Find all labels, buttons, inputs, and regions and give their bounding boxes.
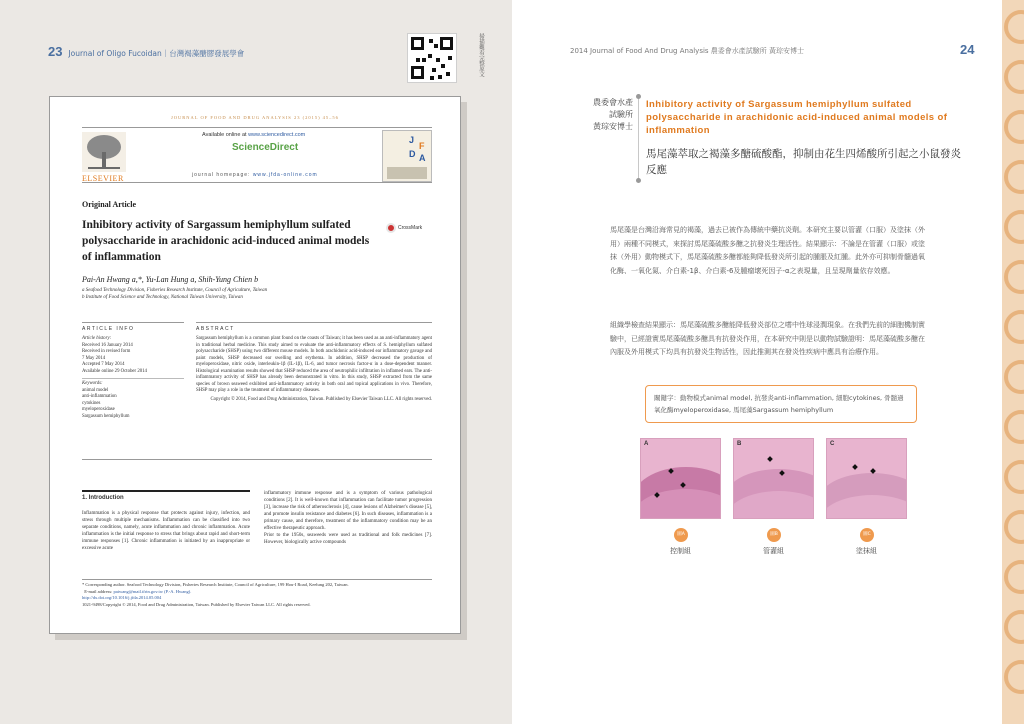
qr-code[interactable]	[407, 33, 457, 83]
abstract-copyright: Copyright © 2014, Food and Drug Administration, Taiwan. Published by Elsevier Taiwan LLC. All rights reserved.	[210, 396, 432, 402]
summary-paragraph-1: 馬尾藻是台灣沿海常見的褐藻，過去已被作為傳統中藥抗炎劑。本研究主要以管灌（口服）及塗抹（外用）兩種不同模式，來探討馬尾藻硫酸多醣之抗發炎生理活性。結果顯示：不論是在管灌（口服）或塗抹（外用）動物模式下，馬尾藻硫酸多醣都能夠降低發炎所引起的腫脹及紅腫。此外亦可抑制骨髓過氧化酶、一氧化氮、介白素-1β、介白素-6及腫瘤壞死因子-α之表現量，且呈現劑量依存效應。	[610, 226, 925, 275]
right-page-header: 2014 Journal of Food And Drug Analysis 農委會水產試驗所 黃琮安博士	[570, 47, 805, 55]
intro-column-2: inflammatory immune response and is a symptom of various pathological conditions [2]. It is well-known that inflammation can facilitate tumor progression [3], increase the risk of atherosclerosis [4], cause lesions of Alzheimer's disease [5], and promote insulin resistance and diabetes [6]. In such diseases, inflammation is a primary cause, and therefore, treatment of the inflammatory condition may be an effective therapeutic approach. Prior to the 1950s, seaweeds were used as traditional and folk medicines [7]. However, biologically active compounds	[264, 491, 432, 545]
article-title: Inhibitory activity of Sargassum hemiphyllum sulfated polysaccharide in arachidonic acid-induced animal models of inflammation	[82, 219, 370, 263]
summary-paragraph-2: 組織學檢查結果顯示：馬尾藻硫酸多醣能降低發炎部位之嗜中性球浸潤現象。在我們先前的細胞機制實驗中，已經證實馬尾藻硫酸多醣具有抗發炎作用，在本研究中則是以動物試驗證明：馬尾藻硫酸多醣在內服及外用模式下均具有抗發炎生物活性，因此推測其在發炎性疾病中應具有治療作用。	[610, 321, 925, 356]
elsevier-tree-icon	[82, 132, 126, 172]
histology-figure-c: C	[826, 438, 907, 519]
doi-link[interactable]: http://dx.doi.org/10.1016/j.jfda.2014.05.004	[82, 595, 162, 600]
abstract-text: Sargassum hemiphyllum is a common plant found on the coasts of Taiwan; it has been used as an anti-inflammatory agent in traditional herbal medicine. This study aimed to evaluate the anti-inflammatory effects of S. hemiphyllum sulfated polysaccharide (SHSP) using two different mouse models. In both arachidonic acid-induced ear inflammatory gavage and paint models, SHSP decreased ear swelling and erythema. In addition, SHSP decreased the production of myeloperoxidase, nitric oxide, interleukin-1β (IL-1β), IL-6, and tumor necrosis factor-α in a dose-dependent manner. Histological examination results showed that SHSP reduced the area of neutrophilic infiltration in inflamed ears. The anti-inflammatory activity of SHSP has already been demonstrated in vitro. In this study, SHSP extracted from the same species of brown seaweed exhibited anti-inflammatory activity in both oral and topical applications in vivo. Therefore, SHSP may play a role in the treatment of inflammatory diseases. Copyright © 2014, Food and Drug Administration, Taiwan. Published by Elsevier Taiwan LLC. All rights reserved.	[196, 336, 432, 402]
article-info-heading: ARTICLE INFO	[82, 322, 184, 332]
abstract-heading: ABSTRACT	[196, 322, 432, 332]
intro-column-1: 1. Introduction Inflammation is a physical response that protects against injury, infection, and stress through multiple mechanisms. Inflammation can be classified into two separate conditions, namely, acute inflammation and chronic inflammation. Acute inflammation is the initial response to stress that brings about rapid and short-term immune responses [1]. Chronic inflammation is initiated by an inappropriate or excessive acute	[82, 490, 250, 552]
elsevier-wordmark: ELSEVIER	[82, 174, 124, 183]
figure-caption-a: 控制組	[670, 547, 691, 555]
running-head: JOURNAL OF FOOD AND DRUG ANALYSIS 23 (2015) 45–56	[171, 115, 339, 120]
available-online: Available online at www.sciencedirect.com	[202, 132, 306, 138]
crossmark-icon	[386, 223, 396, 233]
divider-dot	[636, 94, 641, 99]
right-page-number: 24	[960, 42, 975, 57]
qr-finder	[411, 66, 424, 79]
left-page-number: 23	[48, 44, 63, 59]
left-page-header	[48, 44, 244, 59]
journal-homepage: journal homepage: www.jfda-online.com	[192, 172, 318, 178]
keywords-box: 關鍵字：動物模式animal model, 抗發炎anti-inflammation, 細胞cytokines, 骨髓過氧化酶myeloperoxidase, 馬尾藻Sargassum hemiphyllum	[645, 385, 917, 423]
article-page-image	[49, 96, 461, 634]
article-authors: Pai-An Hwang a,*, Yu-Lan Hung a, Shih-Yung Chien b	[82, 275, 259, 284]
figure-caption-c: 塗抹組	[856, 547, 877, 555]
histology-figure-a: A	[640, 438, 721, 519]
figure-badge-c: 圖C	[860, 528, 874, 542]
figure-badge-b: 圖B	[767, 528, 781, 542]
article-type: Original Article	[82, 200, 136, 209]
article-footnote: * Corresponding author. Seafood Technology Division, Fisheries Research Institute, Council of Agriculture, 199 Hou-I Road, Keelung 202, Taiwan. E-mail address: paiwang@mail.tfrin.gov.tw (P.-A. Hwang). http://dx.doi.org/10.1016/j.jfda.2014.05.004 1021-9498/Copyright © 2014, Food and Drug Administration, Taiwan. Published by Elsevier Taiwan LLC. All rights reserved.	[82, 579, 432, 608]
summary-author: 農委會水產 試驗所 黃琮安博士	[593, 98, 633, 131]
author-email-link[interactable]: paiwang@mail.tfrin.gov.tw (P.-A. Hwang).	[113, 588, 192, 594]
journal-homepage-link[interactable]: www.jfda-online.com	[252, 172, 318, 178]
decorative-page-edge	[1002, 0, 1024, 724]
figure-caption-b: 管灌組	[763, 547, 784, 555]
journal-cover: J F D A	[382, 130, 432, 182]
divider-dot	[636, 178, 641, 183]
introduction-heading: 1. Introduction	[82, 490, 250, 502]
qr-finder	[411, 37, 424, 50]
qr-caption: 掃描觀看完整原文	[478, 33, 484, 77]
left-journal-name: Journal of Oligo Fucoidan｜台灣褐藻醣膠發展學會	[68, 49, 245, 58]
summary-title-en: Inhibitory activity of Sargassum hemiphyllum sulfated polysaccharide in arachidonic acid-induced animal models of inflammation	[646, 99, 948, 136]
figure-badge-a: 圖A	[674, 528, 688, 542]
sciencedirect-logo: ScienceDirect	[232, 142, 299, 153]
article-info: Article history: Received 16 January 2014 Received in revised form 7 May 2014 Accepted 7 May 2014 Available online 29 October 2014 Keywords: animal model anti-inflammation cytokines myeloperoxidase Sargassum hemiphyllum	[82, 336, 184, 420]
author-affiliations: a Seafood Technology Division, Fisheries Research Institute, Council of Agriculture, Taiwan b Institute of Food Science and Technology, National Taiwan University, Taiwan	[82, 288, 268, 300]
sciencedirect-link[interactable]: www.sciencedirect.com	[248, 132, 306, 138]
journal-masthead	[82, 127, 432, 183]
summary-title-zh: 馬尾藻萃取之褐藻多醣硫酸酯，抑制由花生四烯酸所引起之小鼠發炎反應	[646, 148, 961, 176]
qr-finder	[440, 37, 453, 50]
histology-figure-b: B	[733, 438, 814, 519]
crossmark-badge[interactable]: CrossMark	[386, 223, 422, 233]
